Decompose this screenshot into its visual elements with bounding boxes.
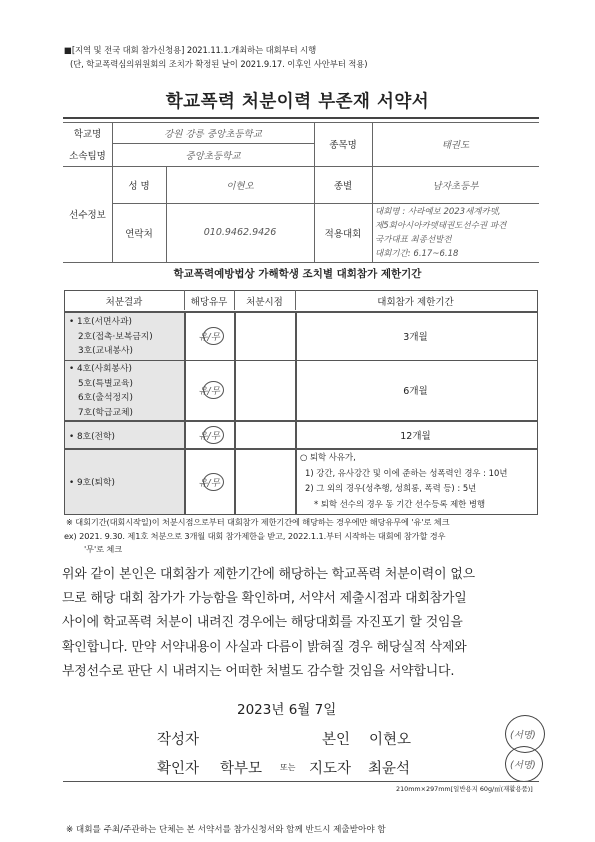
confirm-name: 최윤석 <box>368 761 411 777</box>
row-1-period: 3개월 <box>403 332 428 343</box>
measure-item: • 1호(서면사과) <box>69 317 132 327</box>
competition-line: 국가대표 최종선발전 <box>375 235 452 245</box>
competition-label: 적용대회 <box>324 228 362 240</box>
competition-value <box>375 205 506 261</box>
col-header-time: 처분시점 <box>246 296 283 308</box>
row-1-items <box>69 315 153 359</box>
period-line: ○ 퇴학 사유가, <box>300 452 356 462</box>
row-2-answer: 유/무 <box>198 386 220 397</box>
pledge-line: 므로 해당 대회 참가가 가능함을 확인하며, 서약서 제출시점과 대회참가일 <box>62 591 467 607</box>
row-2-period: 6개월 <box>403 386 428 397</box>
row-2-items <box>69 362 133 420</box>
competition-line: 대회기간: 6.17~6.18 <box>375 249 459 259</box>
pledge-line: 사이에 학교폭력 처분이 내려진 경우에는 해당대회를 자진포기 할 것임을 <box>62 615 463 631</box>
bottom-rule <box>63 781 539 782</box>
footer-note: ※ 대회를 주최/주관하는 단체는 본 서약서를 참가신청서와 함께 반드시 제출받아야 함 <box>66 825 386 835</box>
player-info-label: 선수정보 <box>69 210 106 221</box>
pledge-line: 확인합니다. 만약 서약내용이 사실과 다름이 밝혀질 경우 해당실적 삭제와 <box>62 639 467 655</box>
row-2-check-mark <box>203 381 224 399</box>
note-line: ※ 대회기간(대회시작일)이 처분시점으로부터 대회참가 제한기간에 해당하는 경우에만 해당유무에 '유'로 체크 <box>66 517 450 527</box>
author-label: 작성자 <box>157 732 200 748</box>
author-name: 이현오 <box>369 732 412 748</box>
notice-line-1: ■[지역 및 전국 대회 참가신청용] 2021.11.1.개최하는 대회부터 시행 <box>64 45 317 55</box>
row-4-item: • 9호(퇴학) <box>69 478 115 488</box>
contact-value: 010.9462.9426 <box>203 227 277 238</box>
note-line: ex) 2021. 9.30. 제1호 처분으로 3개월 대회 참가제한을 받고, 2022.1.1.부터 시작하는 대회에 참가할 경우 <box>64 530 446 541</box>
notice-line-2: (단, 학교폭력심의위원회의 조치가 확정된 날이 2021.9.17. 이후인 사안부터 적용) <box>70 59 368 69</box>
competition-line: 제5회아시아카뎃태권도선수권 파견 <box>375 221 507 231</box>
period-line: * 퇴학 선수의 경우 동 기간 선수등록 제한 병행 <box>314 498 486 509</box>
col-header-result: 처분결과 <box>105 296 143 308</box>
measure-item: 3호(교내봉사) <box>78 346 133 356</box>
sport-label: 종목명 <box>329 140 357 151</box>
title-rule <box>63 117 539 119</box>
author-role: 본인 <box>322 732 351 748</box>
row-3-period: 12개월 <box>400 430 431 442</box>
row-4-check-mark <box>203 473 224 491</box>
col-header-applicable: 해당유무 <box>190 296 228 308</box>
period-line: 2) 그 외의 경우(성추행, 성희롱, 폭력 등) : 5년 <box>305 483 477 493</box>
category-value: 남자초등부 <box>432 180 479 192</box>
row-3-item: • 8호(전학) <box>69 432 115 442</box>
school-label: 학교명 <box>73 128 102 140</box>
confirm-role-coach: 지도자 <box>309 761 352 777</box>
author-signature-text: (서명) <box>510 730 536 741</box>
row-1-check-mark <box>203 327 224 345</box>
sport-value: 태권도 <box>441 140 470 151</box>
confirm-or: 또는 <box>280 763 296 772</box>
col-header-period: 대회참가 제한기간 <box>377 296 454 308</box>
measure-item: 2호(접촉·보복금지) <box>78 331 153 342</box>
team-value: 중앙초등학교 <box>185 150 241 162</box>
restriction-title: 학교폭력예방법상 가해학생 조치별 대회참가 제한기간 <box>173 268 422 280</box>
row-3-answer: 유/무 <box>198 430 220 442</box>
period-line: 1) 강간, 유사강간 및 이에 준하는 성폭력인 경우 : 10년 <box>305 467 508 478</box>
table-notes <box>66 516 449 557</box>
competition-line: 대회명 : 사라예보 2023세계카뎃, <box>375 207 501 217</box>
name-value: 이현오 <box>226 180 254 192</box>
school-value: 강원 강릉 중앙초등학교 <box>164 128 262 140</box>
name-label: 성 명 <box>128 180 150 192</box>
row-4-period <box>300 450 507 512</box>
confirm-signature-text: (서명) <box>510 760 536 771</box>
row-4-answer: 유/무 <box>198 477 220 489</box>
pledge-date: 2023년 6월 7일 <box>237 702 337 718</box>
paper-spec: 210mm×297mm[일반용지 60g/㎡(재활용품)] <box>396 785 533 793</box>
category-label: 종별 <box>333 180 353 192</box>
contact-label: 연락처 <box>125 228 153 240</box>
pledge-line: 위와 같이 본인은 대회참가 제한기간에 해당하는 학교폭력 처분이력이 없으 <box>62 567 475 582</box>
team-label: 소속팀명 <box>69 150 106 162</box>
measure-item: 7호(학급교체) <box>78 407 133 418</box>
measure-item: • 4호(사회봉사) <box>69 364 132 374</box>
document-title: 학교폭력 처분이력 부존재 서약서 <box>165 92 430 112</box>
pledge-paragraph <box>62 563 542 684</box>
row-3-check-mark <box>203 426 224 444</box>
row-1-answer: 유/무 <box>198 332 220 343</box>
pledge-line: 부정선수로 판단 시 내려지는 어떠한 처벌도 감수할 것임을 서약합니다. <box>62 663 455 679</box>
measure-item: 6호(출석정지) <box>78 393 133 403</box>
note-line: '무'로 체크 <box>84 544 123 554</box>
confirm-label: 확인자 <box>157 761 200 777</box>
measure-item: 5호(특별교육) <box>78 378 133 389</box>
confirm-role-parent: 학부모 <box>220 761 263 777</box>
